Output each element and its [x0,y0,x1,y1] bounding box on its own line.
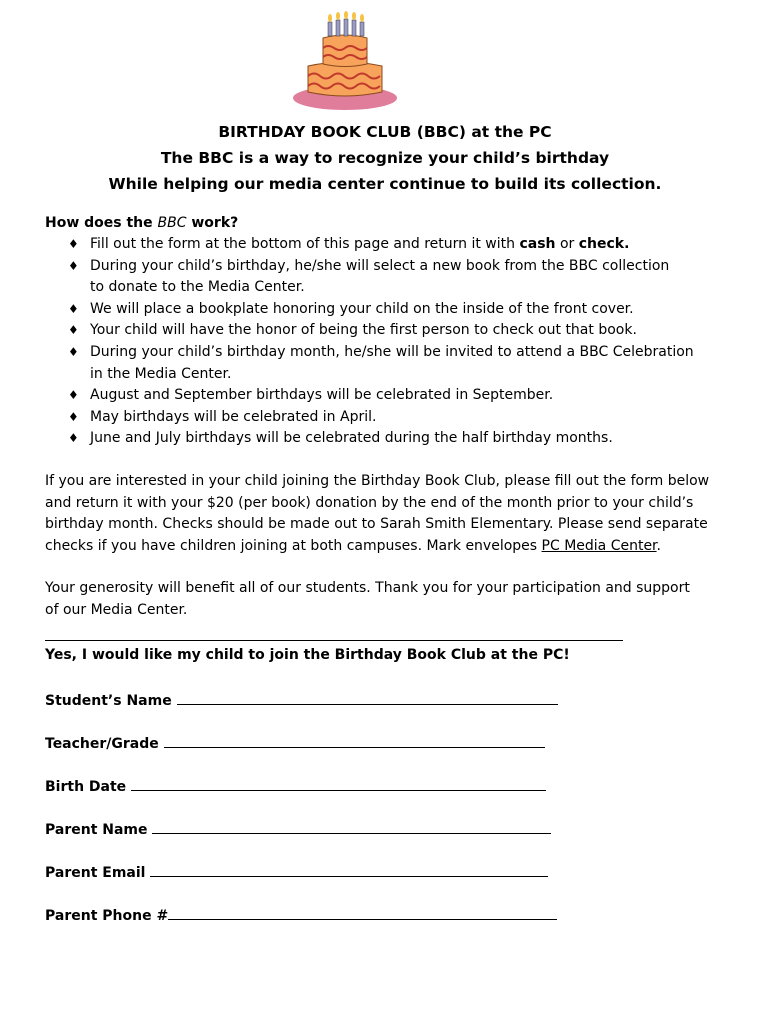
diamond-bullet-icon: ♦ [68,388,79,403]
parent-email-field[interactable]: Parent Email [45,862,548,881]
birthday-cake-illustration [290,6,400,112]
header [0,119,770,197]
parent-name-field[interactable]: Parent Name [45,819,551,838]
diamond-bullet-icon: ♦ [68,323,79,338]
pc-media-center-text: PC Media Center [541,537,657,554]
diamond-bullet-icon: ♦ [68,258,79,273]
thanks-paragraph: Your generosity will benefit all of our students. Thank you for your participation and support of our Media Center. [45,580,690,618]
info-paragraph: If you are interested in your child joining the Birthday Book Club, please fill out the form below and return it with your $20 (per book) donation by the end of the month prior to your child’s birthday month. Checks should be made out to Sarah Smith Elementary. Please send separate checks if you have children joining at both campuses. Mark envelopes PC Media Center. [45,472,710,554]
list-item: ♦ We will place a bookplate honoring your child on the inside of the front cover. [68,299,735,321]
divider [45,640,623,641]
diamond-bullet-icon: ♦ [68,301,79,316]
subtitle-line-3: While helping our media center continue to build its collection. [108,175,662,193]
subtitle-line-2: The BBC is a way to recognize your child’s birthday [160,149,610,167]
list-item: ♦ During your child’s birthday, he/she will select a new book from the BBC collection to donate to the Media Center. [68,257,670,296]
how-heading: How does the BBC work? [45,215,239,231]
birth-date-field[interactable]: Birth Date [45,776,546,795]
list-item: ♦ During your child’s birthday month, he/she will be invited to attend a BBC Celebration in the Media Center. [68,343,694,382]
how-list [45,234,735,450]
diamond-bullet-icon: ♦ [68,237,79,251]
form-heading: Yes, I would like my child to join the Birthday Book Club at the PC! [45,647,570,663]
list-item: ♦ May birthdays will be celebrated in April. [68,407,735,429]
list-item: ♦ Fill out the form at the bottom of this page and return it with cash or check. [68,234,735,256]
student-name-field[interactable]: Student’s Name [45,690,558,709]
list-item: ♦ August and September birthdays will be celebrated in September. [68,385,735,407]
teacher-grade-field[interactable]: Teacher/Grade [45,733,545,752]
list-item: ♦ Your child will have the honor of being the first person to check out that book. [68,320,735,342]
body-text [45,212,735,622]
diamond-bullet-icon: ♦ [68,344,79,359]
diamond-bullet-icon: ♦ [68,409,79,424]
page-title: BIRTHDAY BOOK CLUB (BBC) at the PC [218,123,552,141]
list-item: ♦ June and July birthdays will be celebrated during the half birthday months. [68,428,735,450]
diamond-bullet-icon: ♦ [68,431,79,446]
parent-phone-field[interactable]: Parent Phone # [45,905,557,924]
